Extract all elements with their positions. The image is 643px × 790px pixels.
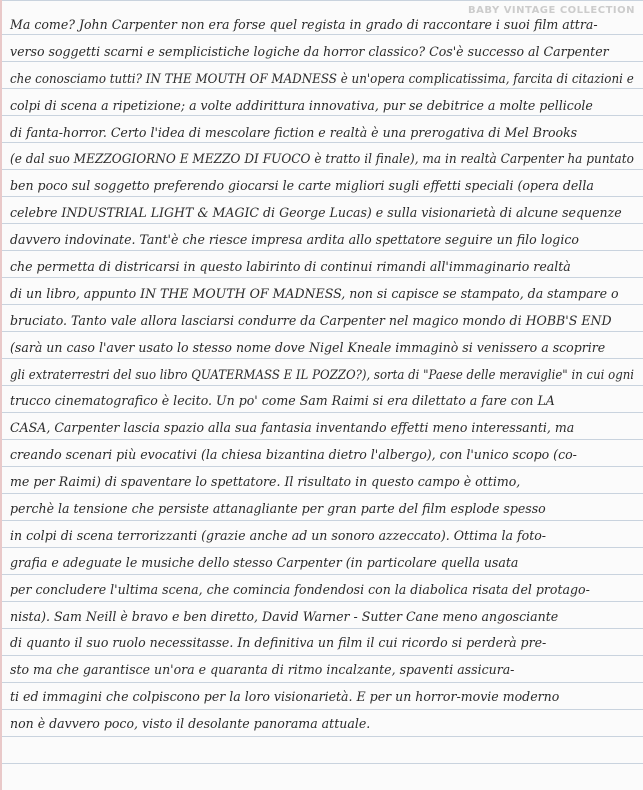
text-line: in colpi di scena terrorizzanti (grazie anche ad un sonoro azzeccato). Ottima la foto- [10,527,547,543]
text-line: nista). Sam Neill è bravo e ben diretto, David Warner - Sutter Cane meno angosciante [10,608,559,624]
text-line: verso soggetti scarni e semplicistiche logiche da horror classico? Cos'è successo al Carpenter [10,43,609,59]
text-line: per concludere l'ultima scena, che comincia fondendosi con la diabolica risata del protago- [10,581,590,597]
text-line: Ma come? John Carpenter non era forse quel regista in grado di raccontare i suoi film attra- [10,17,598,32]
watermark: BABY VINTAGE COLLECTION [468,5,635,16]
text-line: sto ma che garantisce un'ora e quaranta di ritmo incalzante, spaventi assicura- [10,662,515,678]
page-margin-line [0,0,2,790]
text-line: che conosciamo tutti? IN THE MOUTH OF MADNESS è un'opera complicatissima, farcita di citazioni e [10,70,634,86]
text-line: ben poco sul soggetto preferendo giocarsi le carte migliori sugli effetti speciali (opera della [10,178,594,194]
text-line: trucco cinematografico è lecito. Un po' come Sam Raimi si era dilettato a fare con LA [10,393,555,409]
text-line: celebre INDUSTRIAL LIGHT & MAGIC di George Lucas) e sulla visionarietà di alcune sequenze [10,205,622,221]
text-line: di quanto il suo ruolo necessitasse. In definitiva un film il cui ricordo si perderà pre- [10,635,547,651]
text-line: creando scenari più evocativi (la chiesa bizantina dietro l'albergo), con l'unico scopo (co- [10,447,577,463]
text-line: (e dal suo MEZZOGIORNO E MEZZO DI FUOCO è tratto il finale), ma in realtà Carpenter ha puntato [10,151,634,167]
text-line: CASA, Carpenter lascia spazio alla sua fantasia inventando effetti meno interessanti, ma [10,420,575,436]
text-line: bruciato. Tanto vale allora lasciarsi condurre da Carpenter nel magico mondo di HOBB'S END [10,312,612,328]
text-line: colpi di scena a ripetizione; a volte addirittura innovativa, pur se debitrice a molte pellicole [10,97,593,113]
text-line: me per Raimi) di spaventare lo spettatore. Il risultato in questo campo è ottimo, [10,474,521,490]
text-line: ti ed immagini che colpiscono per la loro visionarietà. E per un horror-movie moderno [10,689,560,705]
text-line: (sarà un caso l'aver usato lo stesso nome dove Nigel Kneale immaginò si venissero a scoprire [10,339,606,355]
text-line: grafia e adeguate le musiche dello stesso Carpenter (in particolare quella usata [10,554,519,570]
text-line: che permetta di districarsi in questo labirinto di continui rimandi all'immaginario realtà [10,259,571,275]
text-line: non è davvero poco, visto il desolante panorama attuale. [10,716,371,732]
text-line: gli extraterrestri del suo libro QUATERMASS E IL POZZO?), sorta di "Paese delle meraviglie" in cui ogni [10,366,635,382]
text-line: di un libro, appunto IN THE MOUTH OF MADNESS, non si capisce se stampato, da stampare o [10,285,619,301]
handwritten-text [10,12,636,738]
text-line: perchè la tensione che persiste attanagliante per gran parte del film esplode spesso [10,501,546,517]
text-line: di fanta-horror. Certo l'idea di mescolare fiction e realtà è una prerogativa di Mel Brooks [10,124,578,140]
text-line: davvero indovinate. Tant'è che riesce impresa ardita allo spettatore seguire un filo logico [10,232,579,248]
